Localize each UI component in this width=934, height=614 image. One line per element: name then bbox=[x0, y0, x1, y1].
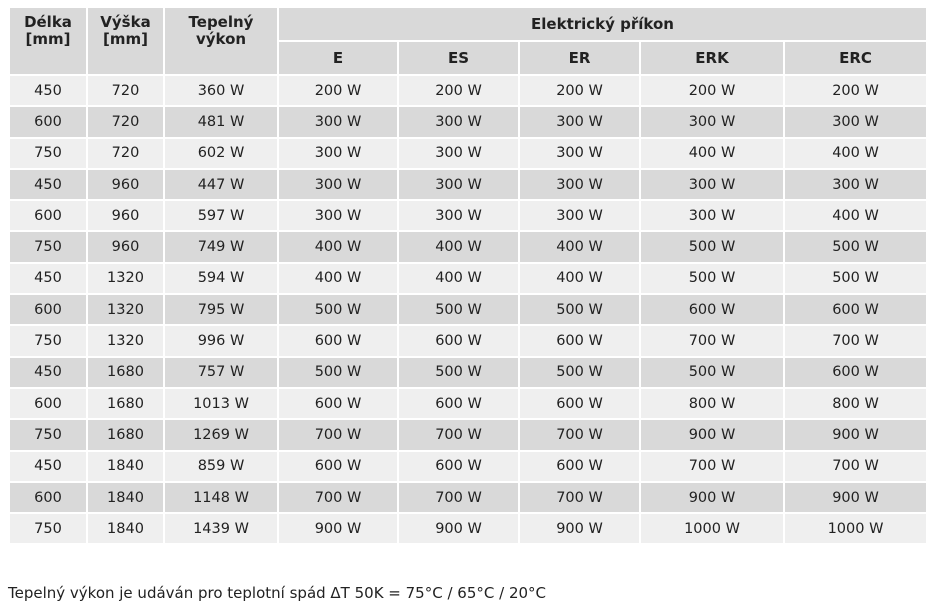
cell-e: 600 W bbox=[278, 388, 398, 419]
cell-heat-output: 749 W bbox=[164, 231, 278, 262]
cell-er: 600 W bbox=[519, 325, 640, 356]
cell-heat-output: 757 W bbox=[164, 357, 278, 388]
cell-erk: 900 W bbox=[640, 482, 784, 513]
table-row bbox=[9, 200, 927, 231]
cell-erk: 1000 W bbox=[640, 513, 784, 544]
cell-erk: 700 W bbox=[640, 325, 784, 356]
cell-erk: 300 W bbox=[640, 169, 784, 200]
cell-length: 450 bbox=[9, 75, 87, 106]
cell-erc: 1000 W bbox=[784, 513, 927, 544]
table-row bbox=[9, 325, 927, 356]
cell-erk: 200 W bbox=[640, 75, 784, 106]
cell-e: 700 W bbox=[278, 419, 398, 450]
cell-er: 500 W bbox=[519, 294, 640, 325]
cell-e: 200 W bbox=[278, 75, 398, 106]
cell-er: 600 W bbox=[519, 388, 640, 419]
cell-erk: 700 W bbox=[640, 451, 784, 482]
cell-length: 600 bbox=[9, 294, 87, 325]
cell-er: 500 W bbox=[519, 357, 640, 388]
cell-length: 750 bbox=[9, 513, 87, 544]
cell-heat-output: 1439 W bbox=[164, 513, 278, 544]
table-row bbox=[9, 106, 927, 137]
cell-erk: 300 W bbox=[640, 200, 784, 231]
cell-es: 300 W bbox=[398, 138, 519, 169]
cell-es: 500 W bbox=[398, 357, 519, 388]
cell-heat-output: 481 W bbox=[164, 106, 278, 137]
cell-length: 750 bbox=[9, 419, 87, 450]
cell-height: 720 bbox=[87, 138, 164, 169]
table-row bbox=[9, 138, 927, 169]
table-row bbox=[9, 294, 927, 325]
cell-erc: 600 W bbox=[784, 294, 927, 325]
cell-length: 600 bbox=[9, 200, 87, 231]
cell-erc: 300 W bbox=[784, 169, 927, 200]
cell-er: 400 W bbox=[519, 231, 640, 262]
table-row bbox=[9, 75, 927, 106]
cell-height: 960 bbox=[87, 169, 164, 200]
cell-height: 1680 bbox=[87, 357, 164, 388]
header-height: Výška [mm] bbox=[87, 7, 164, 75]
header-erc: ERC bbox=[784, 41, 927, 75]
cell-height: 720 bbox=[87, 75, 164, 106]
cell-length: 450 bbox=[9, 451, 87, 482]
cell-erc: 800 W bbox=[784, 388, 927, 419]
cell-heat-output: 1148 W bbox=[164, 482, 278, 513]
cell-height: 720 bbox=[87, 106, 164, 137]
cell-es: 300 W bbox=[398, 200, 519, 231]
cell-heat-output: 996 W bbox=[164, 325, 278, 356]
cell-er: 400 W bbox=[519, 263, 640, 294]
cell-e: 500 W bbox=[278, 357, 398, 388]
cell-length: 750 bbox=[9, 325, 87, 356]
cell-heat-output: 1269 W bbox=[164, 419, 278, 450]
cell-length: 750 bbox=[9, 138, 87, 169]
header-es: ES bbox=[398, 41, 519, 75]
cell-es: 400 W bbox=[398, 231, 519, 262]
cell-heat-output: 795 W bbox=[164, 294, 278, 325]
cell-erc: 700 W bbox=[784, 451, 927, 482]
cell-heat-output: 597 W bbox=[164, 200, 278, 231]
cell-erc: 300 W bbox=[784, 106, 927, 137]
cell-erc: 900 W bbox=[784, 419, 927, 450]
cell-heat-output: 602 W bbox=[164, 138, 278, 169]
cell-e: 300 W bbox=[278, 200, 398, 231]
cell-es: 200 W bbox=[398, 75, 519, 106]
table-row bbox=[9, 388, 927, 419]
cell-e: 600 W bbox=[278, 325, 398, 356]
cell-es: 900 W bbox=[398, 513, 519, 544]
cell-e: 700 W bbox=[278, 482, 398, 513]
cell-height: 1840 bbox=[87, 482, 164, 513]
table-row bbox=[9, 482, 927, 513]
cell-er: 700 W bbox=[519, 482, 640, 513]
table-header bbox=[9, 7, 927, 75]
cell-length: 450 bbox=[9, 263, 87, 294]
cell-e: 300 W bbox=[278, 169, 398, 200]
cell-erc: 400 W bbox=[784, 138, 927, 169]
cell-erk: 500 W bbox=[640, 231, 784, 262]
cell-length: 600 bbox=[9, 388, 87, 419]
table-row bbox=[9, 451, 927, 482]
cell-erc: 900 W bbox=[784, 482, 927, 513]
footnote: Tepelný výkon je udáván pro teplotní spád ΔT 50K = 75°C / 65°C / 20°C bbox=[8, 584, 547, 602]
cell-e: 300 W bbox=[278, 106, 398, 137]
cell-e: 900 W bbox=[278, 513, 398, 544]
cell-es: 300 W bbox=[398, 169, 519, 200]
table-row bbox=[9, 513, 927, 544]
cell-er: 300 W bbox=[519, 106, 640, 137]
cell-e: 400 W bbox=[278, 263, 398, 294]
cell-es: 600 W bbox=[398, 325, 519, 356]
cell-height: 960 bbox=[87, 200, 164, 231]
cell-height: 1320 bbox=[87, 263, 164, 294]
cell-erk: 300 W bbox=[640, 106, 784, 137]
cell-length: 600 bbox=[9, 482, 87, 513]
cell-er: 300 W bbox=[519, 138, 640, 169]
cell-heat-output: 360 W bbox=[164, 75, 278, 106]
table-row bbox=[9, 419, 927, 450]
cell-erc: 600 W bbox=[784, 357, 927, 388]
table-row bbox=[9, 357, 927, 388]
cell-erc: 500 W bbox=[784, 231, 927, 262]
cell-e: 600 W bbox=[278, 451, 398, 482]
cell-height: 1840 bbox=[87, 513, 164, 544]
cell-es: 400 W bbox=[398, 263, 519, 294]
cell-es: 600 W bbox=[398, 451, 519, 482]
cell-e: 300 W bbox=[278, 138, 398, 169]
cell-erk: 500 W bbox=[640, 263, 784, 294]
cell-length: 750 bbox=[9, 231, 87, 262]
header-length: Délka [mm] bbox=[9, 7, 87, 75]
cell-e: 500 W bbox=[278, 294, 398, 325]
cell-es: 500 W bbox=[398, 294, 519, 325]
cell-heat-output: 1013 W bbox=[164, 388, 278, 419]
cell-es: 600 W bbox=[398, 388, 519, 419]
cell-e: 400 W bbox=[278, 231, 398, 262]
cell-erk: 600 W bbox=[640, 294, 784, 325]
spec-table bbox=[8, 6, 928, 545]
cell-er: 900 W bbox=[519, 513, 640, 544]
header-erk: ERK bbox=[640, 41, 784, 75]
cell-height: 1320 bbox=[87, 325, 164, 356]
table-row bbox=[9, 231, 927, 262]
cell-es: 700 W bbox=[398, 419, 519, 450]
table-body bbox=[9, 75, 927, 544]
cell-es: 300 W bbox=[398, 106, 519, 137]
cell-es: 700 W bbox=[398, 482, 519, 513]
header-e: E bbox=[278, 41, 398, 75]
cell-erc: 200 W bbox=[784, 75, 927, 106]
cell-erc: 400 W bbox=[784, 200, 927, 231]
cell-er: 300 W bbox=[519, 169, 640, 200]
cell-height: 1680 bbox=[87, 388, 164, 419]
cell-erc: 700 W bbox=[784, 325, 927, 356]
cell-heat-output: 594 W bbox=[164, 263, 278, 294]
cell-height: 1680 bbox=[87, 419, 164, 450]
cell-height: 1320 bbox=[87, 294, 164, 325]
cell-er: 300 W bbox=[519, 200, 640, 231]
cell-length: 450 bbox=[9, 169, 87, 200]
cell-heat-output: 859 W bbox=[164, 451, 278, 482]
header-er: ER bbox=[519, 41, 640, 75]
cell-length: 600 bbox=[9, 106, 87, 137]
cell-length: 450 bbox=[9, 357, 87, 388]
cell-erk: 800 W bbox=[640, 388, 784, 419]
header-electric-power: Elektrický příkon bbox=[278, 7, 927, 41]
table-row bbox=[9, 169, 927, 200]
cell-erk: 900 W bbox=[640, 419, 784, 450]
table-row bbox=[9, 263, 927, 294]
cell-er: 600 W bbox=[519, 451, 640, 482]
cell-er: 200 W bbox=[519, 75, 640, 106]
cell-erc: 500 W bbox=[784, 263, 927, 294]
cell-er: 700 W bbox=[519, 419, 640, 450]
cell-erk: 400 W bbox=[640, 138, 784, 169]
cell-erk: 500 W bbox=[640, 357, 784, 388]
cell-height: 960 bbox=[87, 231, 164, 262]
header-heat-output: Tepelný výkon bbox=[164, 7, 278, 75]
cell-heat-output: 447 W bbox=[164, 169, 278, 200]
cell-height: 1840 bbox=[87, 451, 164, 482]
